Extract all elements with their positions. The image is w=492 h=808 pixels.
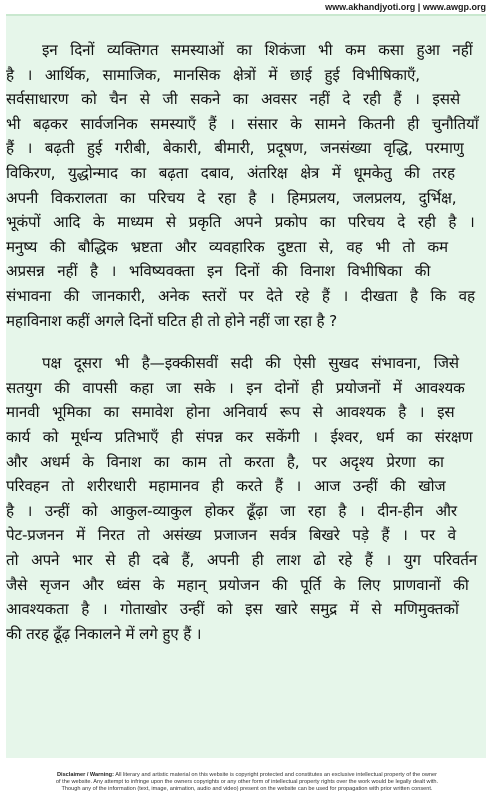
disclaimer-line-2: of the website. Any attempt to infringe upon the owners copyrights or any other form of intellectual property rights over the work would be legally dealt with. bbox=[55, 779, 439, 785]
disclaimer-line-3: Though any of the information (text, image, animation, audio and video) present on the website can be used for propagation with prior written consent. bbox=[61, 786, 433, 792]
text-line: परिवहन तो शरीरधारी महामानव ही करते हैं । आज उन्हीं की खोज bbox=[6, 477, 446, 496]
text-line: पक्ष दूसरा भी है—इक्कीसवीं सदी की ऐसी सुखद संभावना, जिसे bbox=[42, 354, 459, 373]
text-line: जैसे सृजन और ध्वंस के महान् प्रयोजन की पूर्ति के लिए प्राणवानों की bbox=[6, 575, 469, 594]
text-line: मनुष्य की बौद्धिक भ्रष्टता और व्यवहारिक दुष्टता से, वह भी तो कम bbox=[6, 237, 448, 256]
text-line: की तरह ढूँढ़ निकालने में लगे हुए हैं । bbox=[6, 624, 202, 643]
text-line: तो अपने भार से ही दबे हैं, अपनी ही लाश ढो रहे हैं । युग परिवर्तन bbox=[6, 551, 478, 569]
disclaimer-line-1: All literary and artistic material on this website is copyright protected and constitutes an exclusive intellectual property of the owner bbox=[115, 772, 438, 778]
text-line: कार्य को मूर्धन्य प्रतिभाएँ ही संपन्न कर सकेंगी । ईश्वर, धर्म का संरक्षण bbox=[6, 428, 473, 446]
text-line: इन दिनों व्यक्तिगत समस्याओं का शिकंजा भी कम कसा हुआ नहीं bbox=[42, 41, 473, 59]
text-line: है । आर्थिक, सामाजिक, मानसिक क्षेत्रों में छाई हुई विभीषिकाएँ, bbox=[6, 65, 420, 84]
article-panel bbox=[6, 14, 486, 758]
text-line: पेट-प्रजनन में निरत तो असंख्य प्रजाजन सर्वत्र बिखरे पड़े हैं । पर वे bbox=[6, 526, 456, 545]
disclaimer-label: Disclaimer / Warning: bbox=[56, 772, 114, 778]
text-line: विकिरण, युद्धोन्माद का बढ़ता दबाव, अंतरिक्ष क्षेत्र में धूमकेतु की तरह bbox=[6, 164, 455, 182]
text-line: भी बढ़कर सार्वजनिक समस्याएँ हैं । संसार के सामने कितनी ही चुनौतियाँ bbox=[6, 114, 479, 133]
text-line: अप्रसन्न नहीं है । भविष्यवक्ता इन दिनों की विनाश विभीषिका की bbox=[6, 262, 431, 281]
text-line: महाविनाश कहीं अगले दिनों घटित ही तो होने नहीं जा रहा है ? bbox=[6, 311, 338, 330]
text-line: संभावना की जानकारी, अनेक स्तरों पर देते रहे हैं । दीखता है कि वह bbox=[6, 287, 475, 305]
text-line: हैं । बढ़ती हुई गरीबी, बेकारी, बीमारी, प्रदूषण, जनसंख्या वृद्धि, परमाणु bbox=[6, 139, 464, 158]
footer-disclaimer bbox=[8, 772, 486, 793]
text-line: मानवी भूमिका का समावेश होना अनिवार्य रूप से आवश्यक है । इस bbox=[6, 403, 455, 422]
text-line: सर्वसाधारण को चैन से जी सकने का अवसर नहीं दे रही हैं । इससे bbox=[6, 90, 460, 109]
text-line: भूकंपों आदि के माध्यम से प्रकृति अपने प्रकोप का परिचय दे रही है । bbox=[6, 213, 475, 232]
text-line: है । उन्हीं को आकुल-व्याकुल होकर ढूँढ़ा जा रहा है । दीन-हीन और bbox=[6, 501, 457, 520]
text-line: सतयुग की वापसी कहा जा सके । इन दोनों ही प्रयोजनों में आवश्यक bbox=[6, 378, 465, 397]
text-line: अपनी विकरालता का परिचय दे रहा है । हिमप्रलय, जलप्रलय, दुर्भिक्ष, bbox=[6, 188, 457, 207]
site-links[interactable]: www.akhandjyoti.org | www.awgp.org bbox=[325, 2, 486, 12]
text-line: और अधर्म के विनाश का काम तो करता है, पर अदृश्य प्रेरणा का bbox=[6, 452, 444, 471]
text-line: आवश्यकता है । गोताखोर उन्हीं को इस खारे समुद्र में से मणिमुक्तकों bbox=[6, 600, 459, 619]
header-bar bbox=[0, 0, 492, 14]
